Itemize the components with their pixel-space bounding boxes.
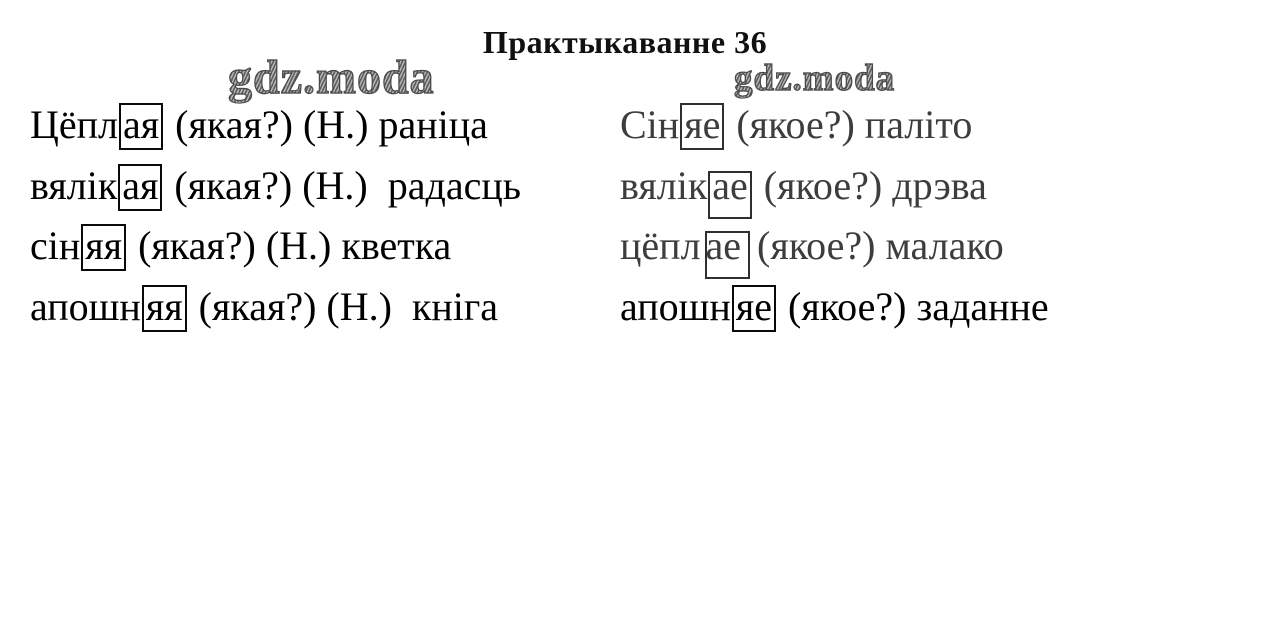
exercise-title: Практыкаванне 36: [482, 24, 768, 60]
word-stem: Сін: [620, 102, 680, 147]
exercise-row: [620, 156, 1049, 217]
exercise-row: [30, 156, 521, 217]
left-column: [30, 95, 521, 337]
word-stem: апошн: [30, 283, 141, 329]
row-rest: (якое?) дрэва: [753, 162, 987, 208]
word-stem: вялік: [30, 162, 118, 208]
row-rest: (якая?) (Н.) раніца: [165, 102, 488, 147]
word-ending-box: [119, 102, 163, 147]
row-rest: (якая?) (Н.) радасць: [164, 162, 521, 208]
word-ending-box: [81, 223, 126, 268]
exercise-row: [30, 95, 521, 156]
word-stem: вялік: [620, 162, 708, 208]
word-ending: яе: [684, 102, 721, 147]
row-rest: (якое?) паліто: [726, 102, 973, 147]
watermark-left: gdz.moda: [228, 51, 435, 104]
word-ending-box: [708, 162, 752, 208]
word-ending-box: [732, 283, 776, 329]
word-stem: цёпл: [620, 223, 701, 268]
exercise-row: [30, 277, 521, 338]
word-stem: сін: [30, 223, 81, 268]
word-ending: яе: [735, 283, 772, 329]
word-ending-box: [118, 162, 162, 208]
word-ending: ая: [123, 102, 160, 147]
row-rest: (якое?) малако: [747, 223, 1004, 268]
exercise-row: [620, 216, 1049, 277]
word-ending-box: [702, 223, 746, 268]
row-rest: (якая?) (Н.) кветка: [128, 223, 452, 268]
exercise-row: [620, 95, 1049, 156]
word-stem: апошн: [620, 283, 731, 329]
exercise-row: [620, 277, 1049, 338]
row-rest: (якая?) (Н.) кніга: [188, 283, 499, 329]
word-ending: яя: [85, 223, 123, 268]
word-ending: яя: [145, 283, 183, 329]
word-ending: ая: [122, 162, 159, 208]
word-ending-box: [142, 283, 187, 329]
row-rest: (якое?) заданне: [778, 283, 1049, 329]
word-ending: ае: [705, 223, 742, 268]
right-column: [620, 95, 1049, 337]
word-stem: Цёпл: [30, 102, 119, 147]
word-ending: ае: [712, 162, 748, 208]
watermark-right: gdz.moda: [734, 58, 896, 99]
word-ending-box: [680, 102, 724, 147]
exercise-row: [30, 216, 521, 277]
